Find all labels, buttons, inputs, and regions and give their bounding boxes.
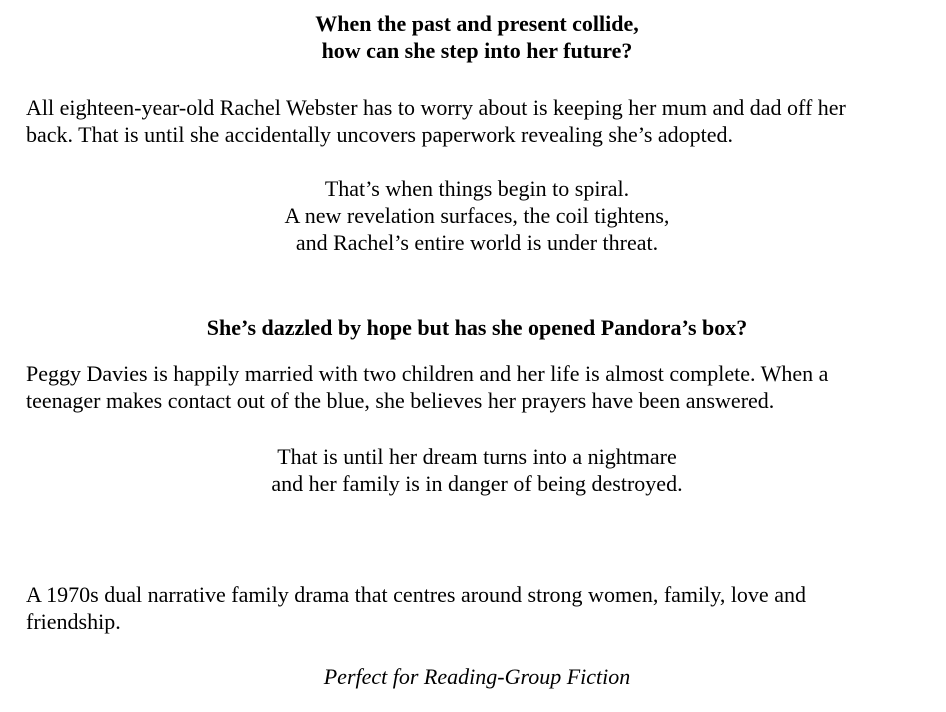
paragraph-rachel-line-2: back. That is until she accidentally uncovers paperwork revealing she’s adopted. (26, 122, 734, 147)
centered-peggy-line-1: That is until her dream turns into a nightmare (277, 444, 677, 469)
tagline-rachel (26, 10, 928, 64)
paragraph-peggy-line-2: teenager makes contact out of the blue, she believes her prayers have been answered. (26, 388, 775, 413)
tagline-rachel-line-1: When the past and present collide, (315, 11, 639, 36)
centered-rachel-line-1: That’s when things begin to spiral. (324, 176, 630, 201)
paragraph-rachel (26, 94, 928, 148)
summary-line-2: friendship. (26, 609, 121, 634)
paragraph-peggy-line-1: Peggy Davies is happily married with two children and her life is almost complete. When a (26, 361, 829, 386)
paragraph-peggy (26, 360, 928, 414)
centered-peggy-line-2: and her family is in danger of being destroyed. (271, 471, 683, 496)
closing-text: Perfect for Reading-Group Fiction (323, 664, 631, 689)
summary-line-1: A 1970s dual narrative family drama that centres around strong women, family, love and (26, 582, 806, 607)
closing-line (26, 663, 928, 690)
centered-rachel-line-3: and Rachel’s entire world is under threat. (295, 230, 659, 255)
tagline-peggy (26, 314, 928, 341)
tagline-rachel-line-2: how can she step into her future? (321, 38, 633, 63)
paragraph-rachel-line-1: All eighteen-year-old Rachel Webster has to worry about is keeping her mum and dad off her (26, 95, 846, 120)
summary-paragraph (26, 581, 928, 635)
centered-rachel-line-2: A new revelation surfaces, the coil tightens, (284, 203, 670, 228)
centered-peggy (26, 443, 928, 497)
centered-rachel (26, 175, 928, 256)
tagline-peggy-line: She’s dazzled by hope but has she opened Pandora’s box? (206, 315, 748, 340)
